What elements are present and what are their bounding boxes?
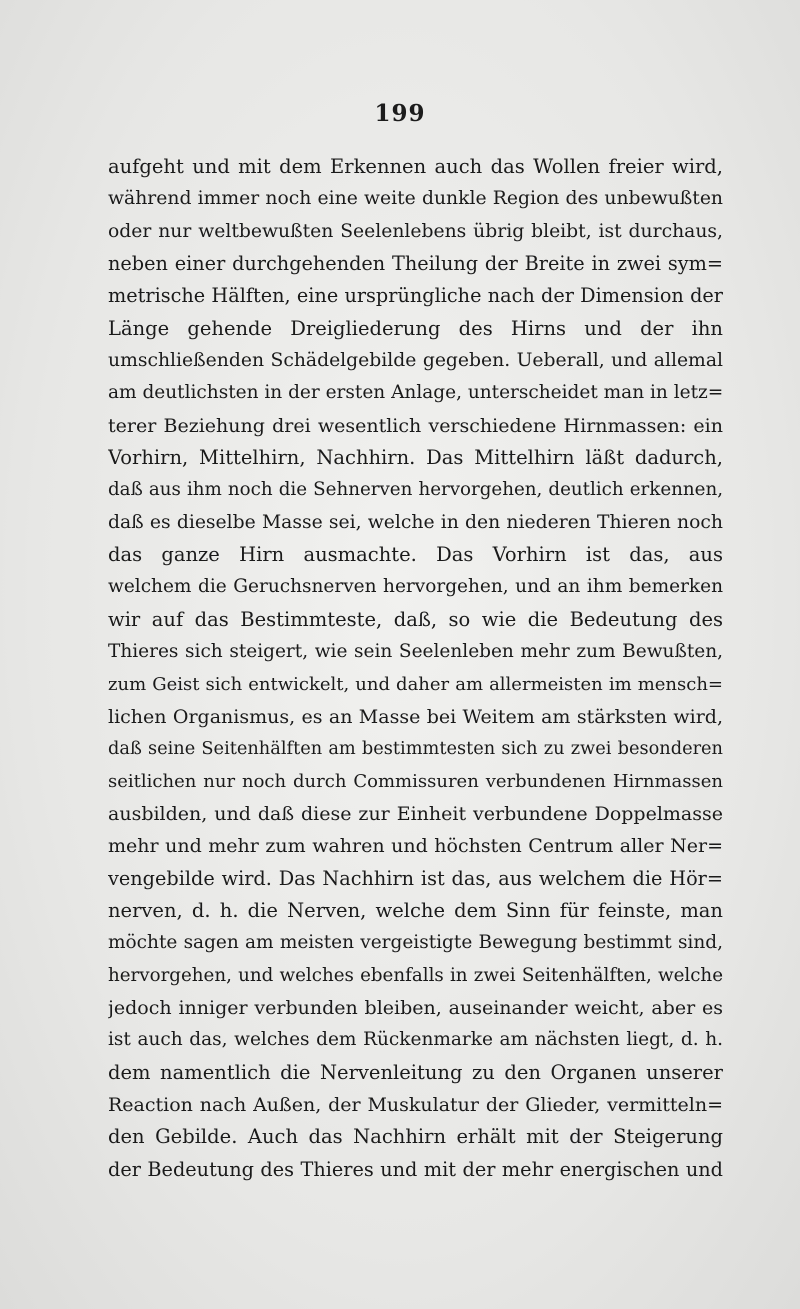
text-line: umschließenden Schädelgebilde gegeben. Ueberall, und allemal [108, 350, 723, 372]
text-line: ist auch das, welches dem Rückenmarke am nächsten liegt, d. h. [108, 1029, 723, 1051]
body-text [108, 151, 723, 1186]
text-line: daß es dieselbe Masse sei, welche in den niederen Thieren noch [108, 511, 723, 533]
text-line: dem namentlich die Nervenleitung zu den Organen unserer [108, 1060, 723, 1084]
text-line: seitlichen nur noch durch Commissuren verbundenen Hirnmassen [108, 770, 723, 792]
text-line: jedoch inniger verbunden bleiben, auseinander weicht, aber es [108, 996, 723, 1019]
text-line: Reaction nach Außen, der Muskulatur der Glieder, vermitteln= [108, 1093, 723, 1116]
text-line: während immer noch eine weite dunkle Region des unbewußten [108, 188, 723, 210]
text-line: daß seine Seitenhälften am bestimmtesten sich zu zwei besonderen [108, 739, 723, 760]
text-line: ausbilden, und daß diese zur Einheit verbundene Doppelmasse [108, 802, 723, 825]
text-line: das ganze Hirn ausmachte. Das Vorhirn ist das, aus [108, 543, 723, 567]
text-line: am deutlichsten in der ersten Anlage, unterscheidet man in letz= [108, 382, 723, 404]
text-line: neben einer durchgehenden Theilung der Breite in zwei sym= [108, 252, 723, 276]
text-line: wir auf das Bestimmteste, daß, so wie die Bedeutung des [108, 607, 723, 631]
text-line: den Gebilde. Auch das Nachhirn erhält mit der Steigerung [108, 1125, 723, 1149]
text-line: Länge gehende Dreigliederung des Hirns und der ihn [108, 316, 723, 340]
text-line: zum Geist sich entwickelt, und daher am allermeisten im mensch= [108, 673, 723, 695]
text-line: aufgeht und mit dem Erkennen auch das Wollen freier wird, [108, 155, 723, 178]
text-line: lichen Organismus, es an Masse bei Weitem am stärksten wird, [108, 705, 723, 728]
text-line: nerven, d. h. die Nerven, welche dem Sinn für feinste, man [108, 898, 723, 922]
text-line: metrische Hälften, eine ursprüngliche nach der Dimension der [108, 284, 723, 308]
text-line: Vorhirn, Mittelhirn, Nachhirn. Das Mittelhirn läßt dadurch, [108, 446, 723, 470]
text-line: daß aus ihm noch die Sehnerven hervorgehen, deutlich erkennen, [108, 479, 723, 501]
text-line: vengebilde wird. Das Nachhirn ist das, aus welchem die Hör= [108, 866, 723, 890]
text-line: welchem die Geruchsnerven hervorgehen, und an ihm bemerken [108, 576, 723, 598]
page-number: 199 [374, 100, 426, 127]
text-line: terer Beziehung drei wesentlich verschiedene Hirnmassen: ein [108, 414, 723, 437]
text-line: mehr und mehr zum wahren und höchsten Centrum aller Ner= [108, 835, 723, 858]
text-line: der Bedeutung des Thieres und mit der mehr energischen und [108, 1157, 723, 1181]
text-line: möchte sagen am meisten vergeistigte Bewegung bestimmt sind, [108, 932, 723, 954]
text-line: oder nur weltbewußten Seelenlebens übrig bleibt, ist durchaus, [108, 220, 723, 242]
text-line: hervorgehen, und welches ebenfalls in zwei Seitenhälften, welche [108, 964, 723, 986]
text-line: Thieres sich steigert, wie sein Seelenleben mehr zum Bewußten, [108, 641, 723, 663]
